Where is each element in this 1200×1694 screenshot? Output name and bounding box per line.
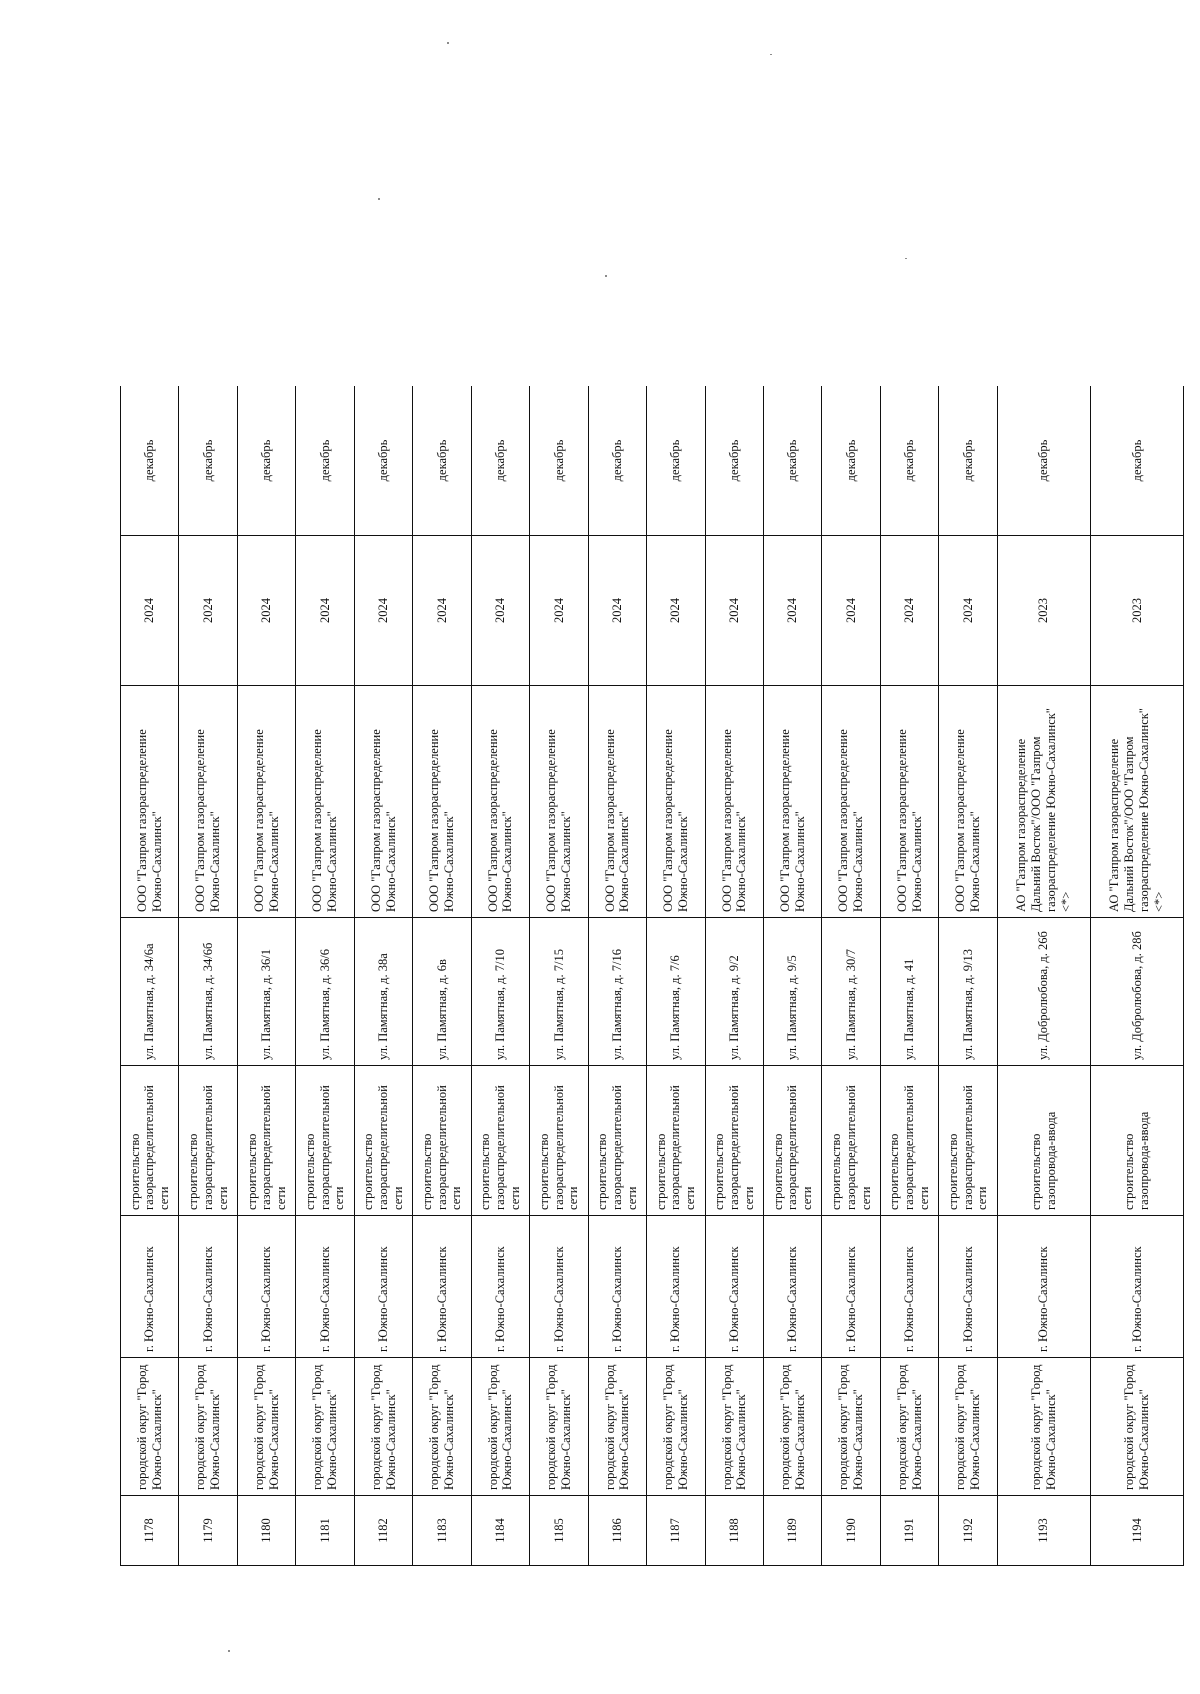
address-cell: ул. Добролюбова, д. 28б xyxy=(1090,918,1183,1066)
work-type-cell: строительство газопровода-ввода xyxy=(1090,1066,1183,1216)
year-cell: 2024 xyxy=(121,536,179,686)
address-cell: ул. Памятная, д. 34/6б xyxy=(179,918,237,1066)
scan-speck xyxy=(905,258,907,259)
address-cell: ул. Памятная, д. 38а xyxy=(354,918,412,1066)
table-row xyxy=(939,386,997,1566)
year-cell: 2024 xyxy=(354,536,412,686)
address-cell: ул. Памятная, д. 36/1 xyxy=(237,918,295,1066)
year-cell: 2023 xyxy=(997,536,1090,686)
municipality-cell: городской округ "Город Южно-Сахалинск" xyxy=(354,1358,412,1496)
municipality-cell: городской округ "Город Южно-Сахалинск" xyxy=(647,1358,705,1496)
year-cell: 2024 xyxy=(647,536,705,686)
work-type-cell: строительство газораспределительной сети xyxy=(705,1066,763,1216)
scan-speck xyxy=(770,54,772,55)
month-cell: декабрь xyxy=(296,386,354,536)
locality-cell: г. Южно-Сахалинск xyxy=(471,1216,529,1358)
month-cell: декабрь xyxy=(997,386,1090,536)
work-type-cell: строительство газораспределительной сети xyxy=(179,1066,237,1216)
municipality-cell: городской округ "Город Южно-Сахалинск" xyxy=(705,1358,763,1496)
municipality-cell: городской округ "Город Южно-Сахалинск" xyxy=(530,1358,588,1496)
table-row xyxy=(237,386,295,1566)
scan-speck xyxy=(605,275,607,277)
organization-cell: ООО "Газпром газораспределение Южно-Сахалинск" xyxy=(647,686,705,918)
month-cell: декабрь xyxy=(939,386,997,536)
table-row xyxy=(471,386,529,1566)
row-number: 1192 xyxy=(939,1496,997,1566)
organization-cell: ООО "Газпром газораспределение Южно-Сахалинск" xyxy=(296,686,354,918)
month-cell: декабрь xyxy=(588,386,646,536)
locality-cell: г. Южно-Сахалинск xyxy=(530,1216,588,1358)
locality-cell: г. Южно-Сахалинск xyxy=(1090,1216,1183,1358)
organization-cell: ООО "Газпром газораспределение Южно-Сахалинск" xyxy=(237,686,295,918)
locality-cell: г. Южно-Сахалинск xyxy=(939,1216,997,1358)
municipality-cell: городской округ "Город Южно-Сахалинск" xyxy=(296,1358,354,1496)
work-type-cell: строительство газопровода-ввода xyxy=(997,1066,1090,1216)
organization-cell: АО "Газпром газораспределение Дальний Восток"/ООО "Газпром газораспределение Южно-Сахалинск" <*> xyxy=(997,686,1090,918)
work-type-cell: строительство газораспределительной сети xyxy=(530,1066,588,1216)
table-row xyxy=(880,386,938,1566)
work-type-cell: строительство газораспределительной сети xyxy=(237,1066,295,1216)
year-cell: 2024 xyxy=(296,536,354,686)
row-number: 1190 xyxy=(822,1496,880,1566)
table-row xyxy=(822,386,880,1566)
table-row xyxy=(588,386,646,1566)
municipality-cell: городской округ "Город Южно-Сахалинск" xyxy=(763,1358,821,1496)
address-cell: ул. Памятная, д. 7/16 xyxy=(588,918,646,1066)
municipality-cell: городской округ "Город Южно-Сахалинск" xyxy=(471,1358,529,1496)
year-cell: 2024 xyxy=(413,536,471,686)
locality-cell: г. Южно-Сахалинск xyxy=(121,1216,179,1358)
year-cell: 2024 xyxy=(939,536,997,686)
work-type-cell: строительство газораспределительной сети xyxy=(588,1066,646,1216)
work-type-cell: строительство газораспределительной сети xyxy=(763,1066,821,1216)
year-cell: 2024 xyxy=(530,536,588,686)
month-cell: декабрь xyxy=(763,386,821,536)
locality-cell: г. Южно-Сахалинск xyxy=(237,1216,295,1358)
row-number: 1180 xyxy=(237,1496,295,1566)
table-row xyxy=(530,386,588,1566)
row-number: 1193 xyxy=(997,1496,1090,1566)
municipality-cell: городской округ "Город Южно-Сахалинск" xyxy=(588,1358,646,1496)
address-cell: ул. Памятная, д. 36/6 xyxy=(296,918,354,1066)
municipality-cell: городской округ "Город Южно-Сахалинск" xyxy=(880,1358,938,1496)
year-cell: 2024 xyxy=(471,536,529,686)
row-number: 1188 xyxy=(705,1496,763,1566)
locality-cell: г. Южно-Сахалинск xyxy=(296,1216,354,1358)
rotated-table-frame xyxy=(120,386,1184,1566)
municipality-cell: городской округ "Город Южно-Сахалинск" xyxy=(939,1358,997,1496)
locality-cell: г. Южно-Сахалинск xyxy=(647,1216,705,1358)
table-row xyxy=(997,386,1090,1566)
month-cell: декабрь xyxy=(1090,386,1183,536)
organization-cell: ООО "Газпром газораспределение Южно-Сахалинск" xyxy=(880,686,938,918)
month-cell: декабрь xyxy=(121,386,179,536)
address-cell: ул. Памятная, д. 7/10 xyxy=(471,918,529,1066)
locality-cell: г. Южно-Сахалинск xyxy=(705,1216,763,1358)
scan-speck xyxy=(228,1650,230,1652)
municipality-cell: городской округ "Город Южно-Сахалинск" xyxy=(179,1358,237,1496)
organization-cell: ООО "Газпром газораспределение Южно-Сахалинск" xyxy=(471,686,529,918)
organization-cell: ООО "Газпром газораспределение Южно-Сахалинск" xyxy=(588,686,646,918)
row-number: 1178 xyxy=(121,1496,179,1566)
year-cell: 2024 xyxy=(822,536,880,686)
municipality-cell: городской округ "Город Южно-Сахалинск" xyxy=(413,1358,471,1496)
address-cell: ул. Памятная, д. 9/5 xyxy=(763,918,821,1066)
table-row xyxy=(647,386,705,1566)
organization-cell: ООО "Газпром газораспределение Южно-Сахалинск" xyxy=(822,686,880,918)
work-type-cell: строительство газораспределительной сети xyxy=(121,1066,179,1216)
gasification-table xyxy=(120,386,1184,1566)
address-cell: ул. Памятная, д. 9/2 xyxy=(705,918,763,1066)
month-cell: декабрь xyxy=(822,386,880,536)
organization-cell: ООО "Газпром газораспределение Южно-Сахалинск" xyxy=(530,686,588,918)
work-type-cell: строительство газораспределительной сети xyxy=(296,1066,354,1216)
month-cell: декабрь xyxy=(179,386,237,536)
year-cell: 2024 xyxy=(880,536,938,686)
row-number: 1181 xyxy=(296,1496,354,1566)
work-type-cell: строительство газораспределительной сети xyxy=(822,1066,880,1216)
year-cell: 2023 xyxy=(1090,536,1183,686)
work-type-cell: строительство газораспределительной сети xyxy=(471,1066,529,1216)
table-row xyxy=(179,386,237,1566)
organization-cell: ООО "Газпром газораспределение Южно-Сахалинск" xyxy=(413,686,471,918)
locality-cell: г. Южно-Сахалинск xyxy=(354,1216,412,1358)
year-cell: 2024 xyxy=(237,536,295,686)
month-cell: декабрь xyxy=(880,386,938,536)
table-row xyxy=(354,386,412,1566)
table-row xyxy=(763,386,821,1566)
work-type-cell: строительство газораспределительной сети xyxy=(354,1066,412,1216)
municipality-cell: городской округ "Город Южно-Сахалинск" xyxy=(997,1358,1090,1496)
row-number: 1187 xyxy=(647,1496,705,1566)
month-cell: декабрь xyxy=(647,386,705,536)
row-number: 1186 xyxy=(588,1496,646,1566)
month-cell: декабрь xyxy=(705,386,763,536)
organization-cell: ООО "Газпром газораспределение Южно-Сахалинск" xyxy=(354,686,412,918)
organization-cell: ООО "Газпром газораспределение Южно-Сахалинск" xyxy=(763,686,821,918)
locality-cell: г. Южно-Сахалинск xyxy=(822,1216,880,1358)
table-row xyxy=(1090,386,1183,1566)
organization-cell: ООО "Газпром газораспределение Южно-Сахалинск" xyxy=(705,686,763,918)
municipality-cell: городской округ "Город Южно-Сахалинск" xyxy=(822,1358,880,1496)
address-cell: ул. Памятная, д. 41 xyxy=(880,918,938,1066)
address-cell: ул. Памятная, д. 9/13 xyxy=(939,918,997,1066)
address-cell: ул. Памятная, д. 34/6а xyxy=(121,918,179,1066)
address-cell: ул. Памятная, д. 7/15 xyxy=(530,918,588,1066)
organization-cell: ООО "Газпром газораспределение Южно-Сахалинск" xyxy=(179,686,237,918)
year-cell: 2024 xyxy=(763,536,821,686)
work-type-cell: строительство газораспределительной сети xyxy=(939,1066,997,1216)
address-cell: ул. Памятная, д. 7/6 xyxy=(647,918,705,1066)
locality-cell: г. Южно-Сахалинск xyxy=(413,1216,471,1358)
address-cell: ул. Памятная, д. 6в xyxy=(413,918,471,1066)
row-number: 1194 xyxy=(1090,1496,1183,1566)
month-cell: декабрь xyxy=(530,386,588,536)
municipality-cell: городской округ "Город Южно-Сахалинск" xyxy=(121,1358,179,1496)
organization-cell: ООО "Газпром газораспределение Южно-Сахалинск" xyxy=(939,686,997,918)
scan-speck xyxy=(378,198,380,200)
month-cell: декабрь xyxy=(413,386,471,536)
month-cell: декабрь xyxy=(354,386,412,536)
work-type-cell: строительство газораспределительной сети xyxy=(413,1066,471,1216)
row-number: 1179 xyxy=(179,1496,237,1566)
table-row xyxy=(121,386,179,1566)
municipality-cell: городской округ "Город Южно-Сахалинск" xyxy=(1090,1358,1183,1496)
table-row xyxy=(413,386,471,1566)
month-cell: декабрь xyxy=(237,386,295,536)
locality-cell: г. Южно-Сахалинск xyxy=(179,1216,237,1358)
year-cell: 2024 xyxy=(588,536,646,686)
month-cell: декабрь xyxy=(471,386,529,536)
row-number: 1182 xyxy=(354,1496,412,1566)
row-number: 1191 xyxy=(880,1496,938,1566)
locality-cell: г. Южно-Сахалинск xyxy=(763,1216,821,1358)
row-number: 1189 xyxy=(763,1496,821,1566)
organization-cell: АО "Газпром газораспределение Дальний Восток"/ООО "Газпром газораспределение Южно-Сахалинск" <*> xyxy=(1090,686,1183,918)
locality-cell: г. Южно-Сахалинск xyxy=(997,1216,1090,1358)
scan-speck xyxy=(447,42,449,44)
row-number: 1184 xyxy=(471,1496,529,1566)
organization-cell: ООО "Газпром газораспределение Южно-Сахалинск" xyxy=(121,686,179,918)
work-type-cell: строительство газораспределительной сети xyxy=(647,1066,705,1216)
address-cell: ул. Памятная, д. 30/7 xyxy=(822,918,880,1066)
table-row xyxy=(296,386,354,1566)
row-number: 1183 xyxy=(413,1496,471,1566)
municipality-cell: городской округ "Город Южно-Сахалинск" xyxy=(237,1358,295,1496)
year-cell: 2024 xyxy=(179,536,237,686)
work-type-cell: строительство газораспределительной сети xyxy=(880,1066,938,1216)
address-cell: ул. Добролюбова, д. 26б xyxy=(997,918,1090,1066)
locality-cell: г. Южно-Сахалинск xyxy=(880,1216,938,1358)
table-row xyxy=(705,386,763,1566)
row-number: 1185 xyxy=(530,1496,588,1566)
locality-cell: г. Южно-Сахалинск xyxy=(588,1216,646,1358)
year-cell: 2024 xyxy=(705,536,763,686)
